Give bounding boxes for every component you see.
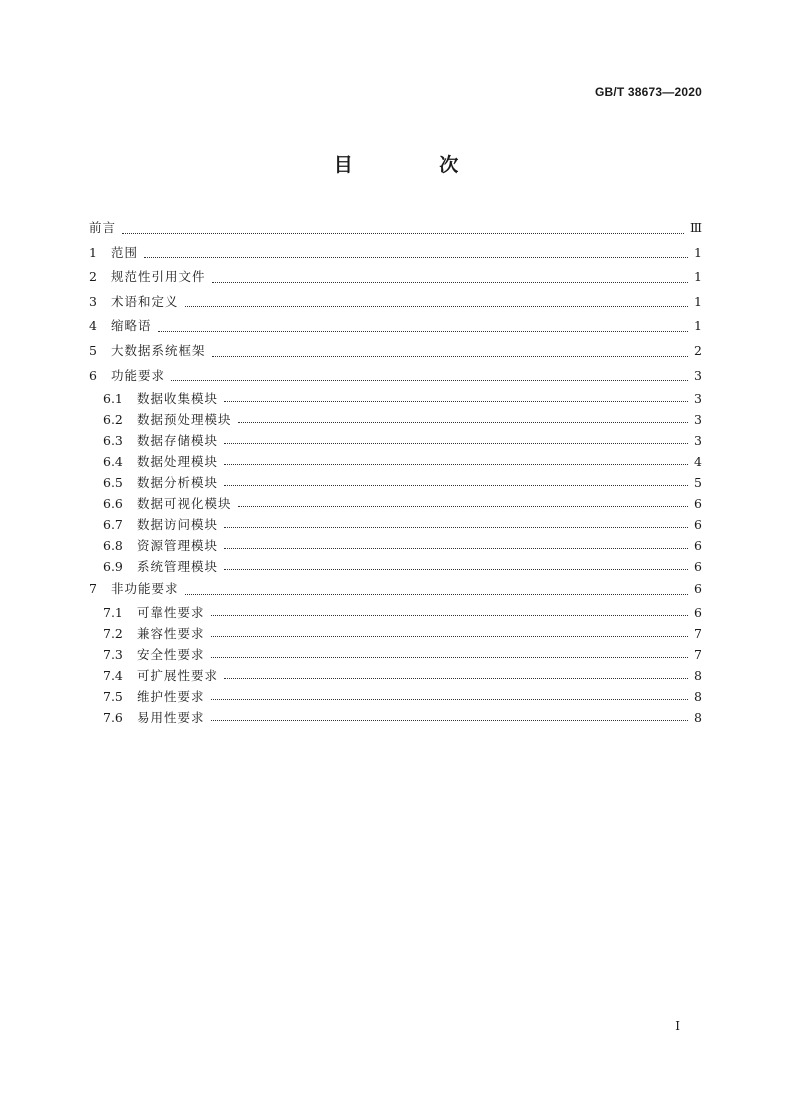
- toc-entry-label: 系统管理模块: [137, 559, 219, 575]
- toc-leader: [211, 657, 688, 658]
- toc-leader: [224, 527, 688, 528]
- toc-entry-number: 7: [89, 581, 97, 597]
- toc-entry-page: 8: [694, 667, 702, 683]
- toc-entry-number: 2: [89, 269, 97, 285]
- toc-entry-page: 6: [694, 496, 702, 512]
- toc-entry-page: 7: [694, 625, 702, 641]
- toc-entry-page: 6: [694, 604, 702, 620]
- toc-entry-page: 6: [694, 517, 702, 533]
- toc-leader: [185, 306, 688, 307]
- toc-entry-number: 6.9: [103, 559, 123, 575]
- toc-entry-page: 3: [694, 367, 702, 383]
- toc-entry-number: 6.1: [103, 391, 123, 407]
- toc-entry-page: 1: [694, 293, 702, 309]
- toc-entry-page: 6: [694, 581, 702, 597]
- toc-entry-number: 6.6: [103, 496, 123, 512]
- toc-entry-2[interactable]: [89, 265, 702, 290]
- toc-entry-7-4[interactable]: [89, 665, 702, 686]
- toc-entry-3[interactable]: [89, 290, 702, 315]
- toc-entry-7[interactable]: [89, 577, 702, 602]
- toc-entry-label: 数据预处理模块: [137, 412, 232, 428]
- toc-leader: [122, 233, 684, 234]
- toc-entry-page: Ⅲ: [689, 220, 702, 235]
- toc-entry-6-2[interactable]: [89, 409, 702, 430]
- toc-leader: [171, 380, 688, 381]
- toc-entry-5[interactable]: [89, 339, 702, 364]
- toc-entry-number: 6.7: [103, 517, 123, 533]
- toc-entry-label: 安全性要求: [137, 646, 205, 662]
- toc-leader: [224, 678, 688, 679]
- toc-entry-label: 规范性引用文件: [111, 269, 206, 285]
- toc-entry-label: 易用性要求: [137, 709, 205, 725]
- toc-entry-page: 6: [694, 538, 702, 554]
- toc-entry-6-9[interactable]: [89, 556, 702, 577]
- toc-entry-6-4[interactable]: [89, 451, 702, 472]
- standard-number: GB/T 38673—2020: [594, 85, 702, 99]
- toc-leader: [224, 485, 688, 486]
- toc-entry-number: 1: [89, 244, 97, 260]
- table-of-contents: [89, 216, 702, 728]
- toc-entry-label: 功能要求: [111, 367, 166, 383]
- toc-leader: [212, 282, 688, 283]
- toc-entry-number: 5: [89, 342, 97, 358]
- page-number: I: [675, 1019, 680, 1033]
- toc-entry-number: 6.2: [103, 412, 123, 428]
- toc-entry-4[interactable]: [89, 314, 702, 339]
- toc-entry-7-3[interactable]: [89, 644, 702, 665]
- toc-entry-page: 3: [694, 391, 702, 407]
- toc-leader: [144, 257, 688, 258]
- toc-entry-label: 维护性要求: [137, 688, 205, 704]
- toc-entry-page: 5: [694, 475, 702, 491]
- toc-entry-page: 6: [694, 559, 702, 575]
- toc-entry-6-1[interactable]: [89, 388, 702, 409]
- toc-entry-number: 7.4: [103, 667, 123, 683]
- toc-leader: [211, 636, 688, 637]
- toc-entry-label: 数据收集模块: [137, 391, 219, 407]
- toc-entry-page: 4: [694, 454, 702, 470]
- toc-entry-6-3[interactable]: [89, 430, 702, 451]
- toc-leader: [224, 569, 688, 570]
- toc-entry-label: 数据分析模块: [137, 475, 219, 491]
- toc-leader: [185, 594, 688, 595]
- toc-entry-label: 范围: [111, 244, 139, 260]
- toc-leader: [224, 443, 688, 444]
- toc-entry-label: 前言: [89, 220, 117, 235]
- toc-entry-number: 7.1: [103, 604, 123, 620]
- toc-entry-page: 1: [694, 318, 702, 334]
- toc-leader: [224, 464, 688, 465]
- toc-entry-number: 6.4: [103, 454, 123, 470]
- toc-entry-number: 4: [89, 318, 97, 334]
- toc-leader: [224, 401, 688, 402]
- toc-entry-label: 数据处理模块: [137, 454, 219, 470]
- toc-entry-label: 可靠性要求: [137, 604, 205, 620]
- toc-leader: [211, 720, 688, 721]
- toc-leader: [212, 356, 688, 357]
- toc-leader: [238, 422, 688, 423]
- toc-entry-7-2[interactable]: [89, 623, 702, 644]
- toc-entry-number: 7.5: [103, 688, 123, 704]
- toc-entry-label: 数据可视化模块: [137, 496, 232, 512]
- toc-entry-7-1[interactable]: [89, 602, 702, 623]
- toc-entry-6-7[interactable]: [89, 514, 702, 535]
- toc-entry-number: 7.2: [103, 625, 123, 641]
- toc-entry-1[interactable]: [89, 241, 702, 266]
- toc-entry-page: 1: [694, 269, 702, 285]
- toc-entry-number: 3: [89, 293, 97, 309]
- toc-entry-7-5[interactable]: [89, 686, 702, 707]
- toc-entry-6-6[interactable]: [89, 493, 702, 514]
- toc-entry-label: 缩略语: [111, 318, 152, 334]
- toc-entry-label: 可扩展性要求: [137, 667, 219, 683]
- toc-leader: [211, 615, 688, 616]
- toc-leader: [158, 331, 688, 332]
- toc-leader: [224, 548, 688, 549]
- toc-entry-label: 资源管理模块: [137, 538, 219, 554]
- toc-entry-6[interactable]: [89, 364, 702, 389]
- page-title: 目 次: [333, 154, 499, 176]
- toc-entry-foreword[interactable]: [89, 216, 702, 241]
- toc-entry-page: 8: [694, 688, 702, 704]
- toc-entry-page: 3: [694, 412, 702, 428]
- toc-entry-label: 数据访问模块: [137, 517, 219, 533]
- toc-entry-number: 6: [89, 367, 97, 383]
- toc-entry-number: 7.3: [103, 646, 123, 662]
- toc-entry-number: 6.5: [103, 475, 123, 491]
- toc-leader: [238, 506, 688, 507]
- toc-entry-page: 2: [694, 342, 702, 358]
- toc-entry-number: 7.6: [103, 709, 123, 725]
- toc-entry-number: 6.8: [103, 538, 123, 554]
- toc-entry-label: 术语和定义: [111, 293, 179, 309]
- toc-entry-7-6[interactable]: [89, 707, 702, 728]
- toc-entry-6-5[interactable]: [89, 472, 702, 493]
- toc-entry-label: 非功能要求: [111, 581, 179, 597]
- toc-entry-page: 3: [694, 433, 702, 449]
- toc-leader: [211, 699, 688, 700]
- toc-entry-page: 1: [694, 244, 702, 260]
- toc-entry-label: 数据存储模块: [137, 433, 219, 449]
- toc-entry-number: 6.3: [103, 433, 123, 449]
- toc-entry-label: 兼容性要求: [137, 625, 205, 641]
- toc-entry-page: 7: [694, 646, 702, 662]
- toc-entry-page: 8: [694, 709, 702, 725]
- toc-entry-6-8[interactable]: [89, 535, 702, 556]
- toc-entry-label: 大数据系统框架: [111, 342, 206, 358]
